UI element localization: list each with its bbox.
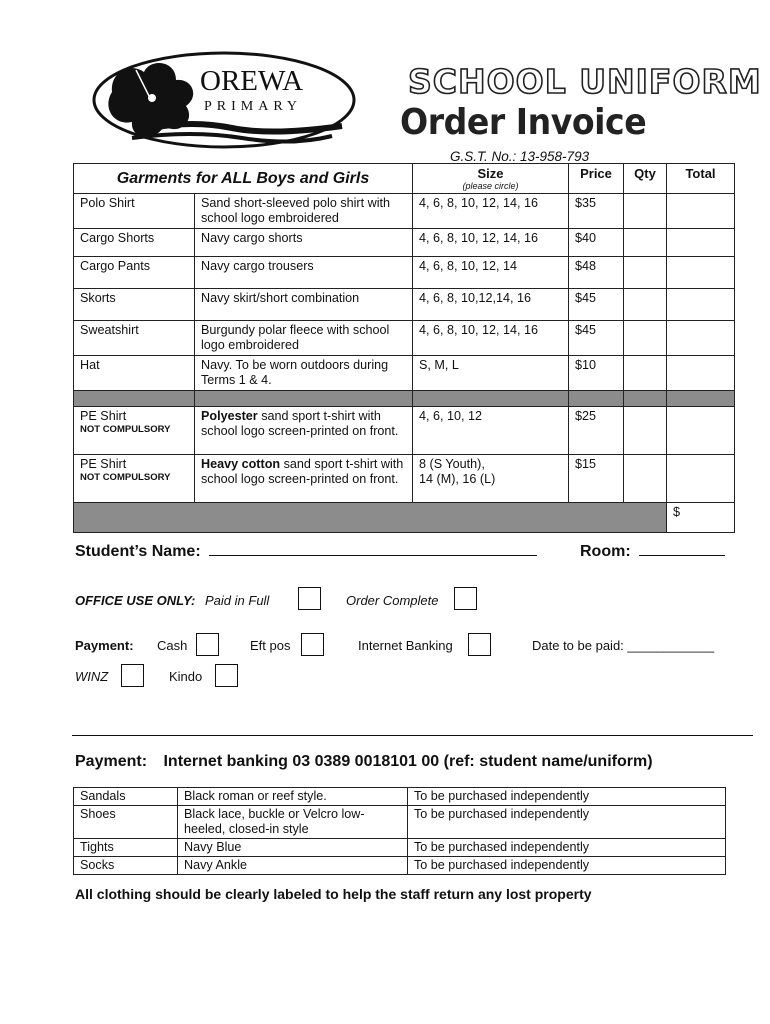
room-row (580, 542, 725, 561)
item-sizes[interactable]: S, M, L (413, 356, 569, 391)
item-price: $45 (569, 289, 624, 321)
paid-full-checkbox[interactable] (298, 587, 321, 610)
table-row (74, 806, 726, 839)
acc-note: To be purchased independently (408, 857, 726, 875)
item-price: $45 (569, 321, 624, 356)
item-name: Cargo Shorts (74, 229, 195, 257)
student-name-label: Student’s Name: (75, 543, 201, 560)
date-to-be-paid[interactable]: Date to be paid: ____________ (532, 638, 715, 653)
total-cell[interactable] (667, 194, 735, 229)
acc-desc: Black roman or reef style. (178, 788, 408, 806)
qty-cell[interactable] (624, 257, 667, 289)
item-price: $40 (569, 229, 624, 257)
not-compulsory-note: NOT COMPULSORY (80, 472, 171, 483)
student-name-row (75, 542, 537, 561)
qty-cell[interactable] (624, 289, 667, 321)
qty-cell[interactable] (624, 321, 667, 356)
table-row (74, 455, 735, 503)
internet-banking-checkbox[interactable] (468, 633, 491, 656)
title-order-invoice: Order Invoice (400, 102, 647, 143)
item-price: $35 (569, 194, 624, 229)
table-row (74, 356, 735, 391)
total-cell[interactable] (667, 321, 735, 356)
paid-full-label: Paid in Full (205, 593, 270, 608)
qty-cell[interactable] (624, 356, 667, 391)
item-name: PE Shirt NOT COMPULSORY (74, 455, 195, 503)
total-cell[interactable] (667, 257, 735, 289)
bank-payment-details: Internet banking 03 0389 0018101 00 (ref: student name/uniform) (163, 753, 653, 770)
room-field[interactable] (639, 542, 725, 556)
office-use-label: OFFICE USE ONLY: (75, 593, 196, 608)
table-row (74, 229, 735, 257)
table-row (74, 194, 735, 229)
student-name-field[interactable] (209, 542, 537, 556)
qty-cell[interactable] (624, 455, 667, 503)
cash-label: Cash (157, 638, 188, 653)
title-school-uniform: SCHOOL UNIFORM (408, 62, 762, 101)
table-row (74, 407, 735, 455)
col-total: Total (667, 164, 735, 194)
acc-item: Shoes (74, 806, 178, 839)
col-size: Size (please circle) (413, 164, 569, 194)
order-complete-label: Order Complete (346, 593, 439, 608)
table-title: Garments for ALL Boys and Girls (74, 164, 413, 194)
item-price: $10 (569, 356, 624, 391)
item-name: Hat (74, 356, 195, 391)
office-use-row (75, 593, 269, 608)
total-cell[interactable] (667, 455, 735, 503)
acc-item: Tights (74, 839, 178, 857)
not-compulsory-note: NOT COMPULSORY (80, 424, 171, 435)
size-note: (please circle) (462, 181, 519, 191)
bank-payment-line (75, 753, 653, 771)
item-price: $15 (569, 455, 624, 503)
item-name: PE Shirt NOT COMPULSORY (74, 407, 195, 455)
item-sizes[interactable]: 4, 6, 8, 10, 12, 14, 16 (413, 321, 569, 356)
item-desc: Navy. To be worn outdoors during Terms 1 & 4. (195, 356, 413, 391)
col-price: Price (569, 164, 624, 194)
item-sizes[interactable]: 4, 6, 8, 10, 12, 14, 16 (413, 229, 569, 257)
grand-total-row (74, 503, 735, 533)
acc-desc: Navy Blue (178, 839, 408, 857)
acc-item: Socks (74, 857, 178, 875)
gst-number: G.S.T. No.: 13-958-793 (450, 149, 590, 164)
acc-desc: Black lace, buckle or Velcro low-heeled, closed-in style (178, 806, 408, 839)
bank-payment-label: Payment: (75, 753, 148, 770)
divider-row (74, 391, 735, 407)
winz-checkbox[interactable] (121, 664, 144, 687)
garments-table (73, 163, 735, 533)
school-logo (92, 50, 358, 150)
item-sizes[interactable]: 8 (S Youth), 14 (M), 16 (L) (413, 455, 569, 503)
winz-label: WINZ (75, 669, 109, 684)
logo-sub: PRIMARY (204, 99, 303, 114)
divider-line (72, 735, 753, 736)
item-sizes[interactable]: 4, 6, 8, 10, 12, 14 (413, 257, 569, 289)
order-complete-checkbox[interactable] (454, 587, 477, 610)
acc-note: To be purchased independently (408, 839, 726, 857)
acc-desc: Navy Ankle (178, 857, 408, 875)
eftpos-checkbox[interactable] (301, 633, 324, 656)
table-row (74, 321, 735, 356)
item-name: Polo Shirt (74, 194, 195, 229)
logo-name: OREWA (200, 65, 304, 97)
total-cell[interactable] (667, 229, 735, 257)
item-name: Skorts (74, 289, 195, 321)
item-name: Sweatshirt (74, 321, 195, 356)
total-cell[interactable] (667, 407, 735, 455)
qty-cell[interactable] (624, 194, 667, 229)
item-name: Cargo Pants (74, 257, 195, 289)
acc-item: Sandals (74, 788, 178, 806)
total-cell[interactable] (667, 356, 735, 391)
table-header-row (74, 164, 735, 194)
item-desc: Heavy cotton sand sport t-shirt with school logo screen-printed on front. (195, 455, 413, 503)
accessories-table (73, 787, 726, 875)
item-sizes[interactable]: 4, 6, 8, 10,12,14, 16 (413, 289, 569, 321)
acc-note: To be purchased independently (408, 806, 726, 839)
item-sizes[interactable]: 4, 6, 8, 10, 12, 14, 16 (413, 194, 569, 229)
table-row (74, 839, 726, 857)
item-desc: Navy cargo trousers (195, 257, 413, 289)
payment-label: Payment: (75, 638, 134, 653)
grand-total-cell[interactable]: $ (667, 503, 735, 533)
eftpos-label: Eft pos (250, 638, 291, 653)
col-qty: Qty (624, 164, 667, 194)
item-desc: Sand short-sleeved polo shirt with school logo embroidered (195, 194, 413, 229)
acc-note: To be purchased independently (408, 788, 726, 806)
kindo-checkbox[interactable] (215, 664, 238, 687)
table-row (74, 289, 735, 321)
table-row (74, 257, 735, 289)
table-row (74, 788, 726, 806)
qty-cell[interactable] (624, 407, 667, 455)
item-desc: Navy skirt/short combination (195, 289, 413, 321)
item-sizes[interactable]: 4, 6, 10, 12 (413, 407, 569, 455)
item-desc: Burgundy polar fleece with school logo embroidered (195, 321, 413, 356)
qty-cell[interactable] (624, 229, 667, 257)
footer-note: All clothing should be clearly labeled to help the staff return any lost property (75, 886, 592, 902)
item-desc: Navy cargo shorts (195, 229, 413, 257)
item-desc: Polyester sand sport t-shirt with school logo screen-printed on front. (195, 407, 413, 455)
kindo-label: Kindo (169, 669, 203, 684)
item-price: $25 (569, 407, 624, 455)
cash-checkbox[interactable] (196, 633, 219, 656)
total-cell[interactable] (667, 289, 735, 321)
internet-banking-label: Internet Banking (358, 638, 453, 653)
room-label: Room: (580, 543, 631, 560)
table-row (74, 857, 726, 875)
item-price: $48 (569, 257, 624, 289)
